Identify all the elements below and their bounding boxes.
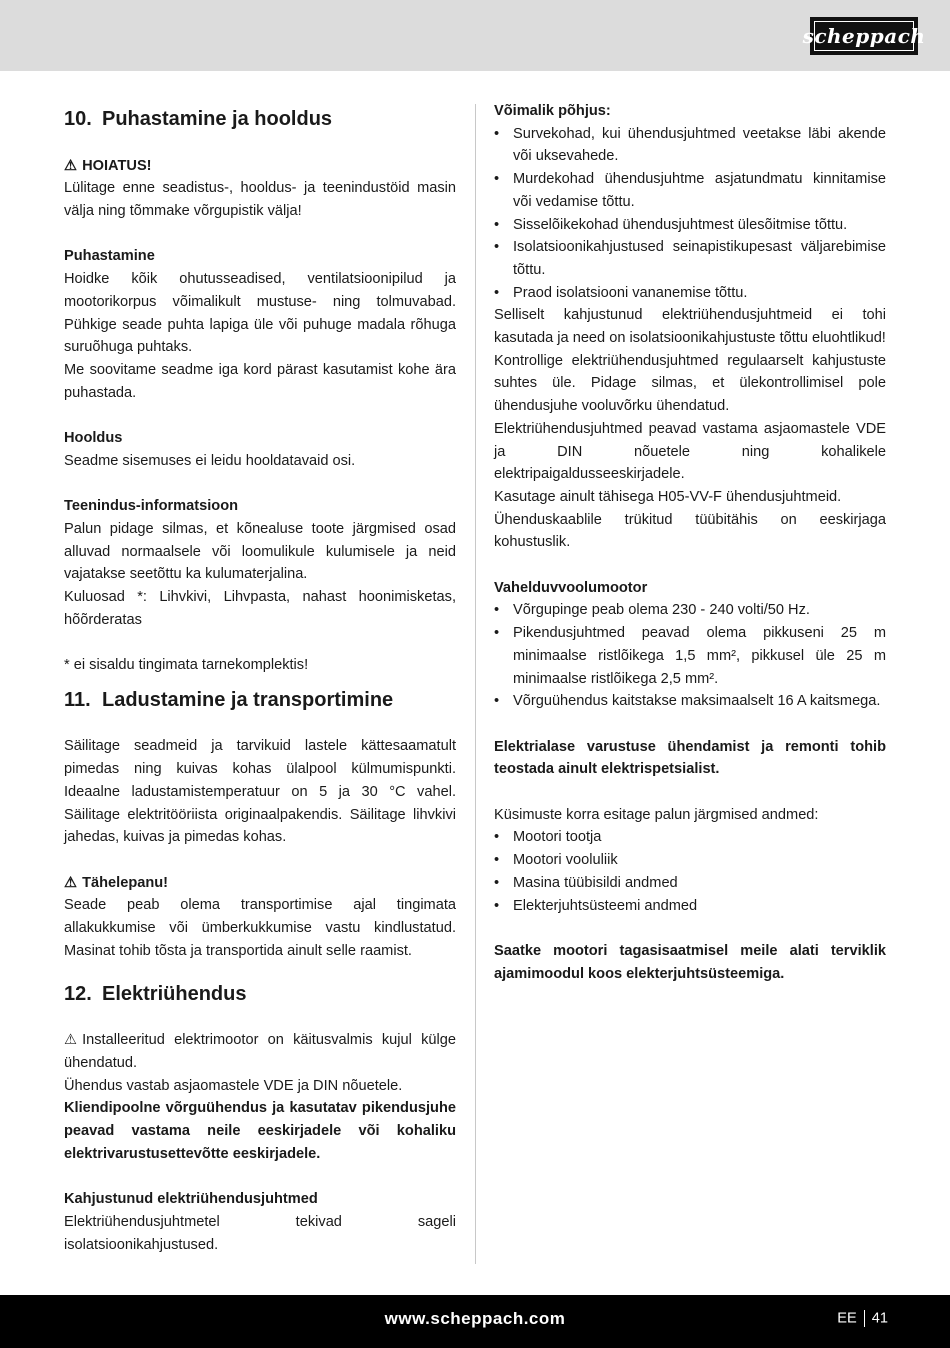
attention-heading — [64, 872, 456, 895]
cleaning-subheading: Puhastamine — [64, 248, 155, 265]
left-column — [64, 100, 456, 1256]
section-number: 12. — [64, 982, 92, 1005]
list-item: • Praod isolatsiooni vananemise tõttu. — [494, 282, 886, 305]
causes-subheading: Võimalik põhjus: — [494, 103, 611, 119]
electric-intro-text: Installeeritud elektrimootor on käitusvalmis kujul külge ühendatud. — [64, 1032, 456, 1071]
attention-title: Tähelepanu! — [82, 874, 169, 891]
list-item: • Mootori vooluliik — [494, 849, 886, 872]
website-link[interactable]: www.scheppach.com — [384, 1309, 566, 1328]
logo-text: scheppach — [814, 21, 914, 51]
ac-motor-list — [494, 599, 886, 713]
service-paragraph: Palun pidage silmas, et kõnealuse toote järgmised osad alluvad normaalsele või loomulikule kulumisele ja neid vajatakse seetõttu ka kulumaterjalina. — [64, 520, 456, 583]
list-item: • Võrgupinge peab olema 230 - 240 volti/50 Hz. — [494, 599, 886, 622]
maintenance-subheading: Hooldus — [64, 430, 123, 447]
questions-intro: Küsimuste korra esitage palun järgmised andmed: — [494, 806, 819, 823]
damaged-cables-text: Elektriühendusjuhtmetel tekivad sageli isolatsioonikahjustused. — [64, 1213, 456, 1253]
standards-paragraph: Elektriühendusjuhtmed peavad vastama asjaomastele VDE ja DIN nõuetele ning kohalikele elektripaigaldusseeskirjadele. — [494, 420, 886, 483]
delivery-note: * ei sisaldu tingimata tarnekomplektis! — [64, 657, 309, 674]
cleaning-paragraph-2: Me soovitame seadme iga kord pärast kasutamist kohe ära puhastada. — [64, 362, 456, 401]
service-subheading: Teenindus-informatsioon — [64, 498, 239, 515]
electric-intro — [64, 1029, 456, 1074]
page-number: 41 — [871, 1310, 888, 1327]
list-item: • Mootori tootja — [494, 826, 886, 849]
warning-title: HOIATUS! — [82, 157, 152, 174]
questions-list — [494, 826, 886, 917]
inspection-paragraph: Kontrollige elektriühendusjuhtmed regulaarselt kahjustuste suhtes üle. Pidage silmas, et ülekontrollimisel pole ühendusjuhe vooluvõrku ühendatud. — [494, 352, 886, 415]
causes-list — [494, 123, 886, 305]
section-title: Ladustamine ja transportimine — [102, 688, 394, 711]
warning-triangle-icon: ⚠ — [64, 157, 78, 174]
danger-paragraph: Selliselt kahjustunud elektriühendusjuhtmeid ei tohi kasutada ja need on isolatsioonikahjustuste tõttu eluohtlikud! — [494, 307, 886, 347]
list-item: • Survekohad, kui ühendusjuhtmed veetakse läbi akende või uksevahede. — [494, 123, 886, 168]
scheppach-logo — [802, 17, 926, 55]
return-notice: Saatke mootori tagasisaatmisel meile alati terviklik ajamimoodul koos elekterjuhtsüsteemiga. — [494, 942, 886, 982]
column-divider — [475, 104, 476, 1264]
language-code: EE — [837, 1310, 857, 1327]
warning-triangle-icon: ⚠ — [64, 874, 78, 891]
marking-paragraph: Ühenduskaablile trükitud tüübitähis on eeskirjaga kohustuslik. — [494, 511, 886, 551]
cleaning-paragraph: Hoidke kõik ohutusseadised, ventilatsioonipilud ja mootorikorpus võimalikult mustuse- ning tolmuvabad. Pühkige seade puhta lapiga üle või puhuge madala rõhuga suruõhuga puhtaks. — [64, 271, 456, 356]
right-column — [494, 100, 886, 985]
maintenance-text: Seadme sisemuses ei leidu hooldatavaid osi. — [64, 452, 356, 469]
section-11-heading — [64, 687, 456, 713]
specialist-notice: Elektrialase varustuse ühendamist ja remonti tohib teostada ainult elektrispetsialist. — [494, 738, 886, 778]
storage-paragraph: Säilitage seadmeid ja tarvikuid lastele kättesaamatult pimedas ning kuivas kohas ülalpool külmumispunkti. Ideaalne ladustamistemperatuur on 5 ja 30 °C vahel. Säilitage elektritööriista originaalpakendis. Säilitage lihvkivi jahedas, kuivas ja pimedas kohas. — [64, 738, 456, 846]
section-12-heading — [64, 981, 456, 1007]
transport-paragraph: Seade peab olema transportimise ajal tingimata allakukkumise või ümberkukkumise vastu kindlustatud. Masinat tohib tõsta ja transportida ainult selle raamist. — [64, 897, 456, 959]
electric-requirements: Kliendipoolne võrguühendus ja kasutatav pikendusjuhe peavad vastama neile eeskirjadele või kohaliku elektrivarustusettevõtte eeskirjadele. — [64, 1100, 456, 1162]
list-item: • Isolatsioonikahjustused seinapistikupesast väljarebimise tõttu. — [494, 236, 886, 281]
list-item: • Pikendusjuhtmed peavad olema pikkuseni 25 m minimaalse ristlõikega 1,5 mm², pikkusel üle 25 m minimaalse ristlõikega 2,5 mm². — [494, 622, 886, 690]
page-indicator — [837, 1310, 888, 1327]
damaged-cables-subheading: Kahjustunud elektriühendusjuhtmed — [64, 1191, 318, 1208]
warning-triangle-icon: ⚠ — [64, 1032, 78, 1049]
list-item: • Elekterjuhtsüsteemi andmed — [494, 895, 886, 918]
electric-standards: Ühendus vastab asjaomastele VDE ja DIN nõuetele. — [64, 1077, 403, 1094]
section-number: 11. — [64, 688, 91, 711]
cable-type-paragraph: Kasutage ainult tähisega H05-VV-F ühendusjuhtmeid. — [494, 488, 842, 505]
warning-heading — [64, 155, 456, 178]
ac-motor-subheading: Vahelduvvoolumootor — [494, 579, 648, 596]
wear-parts-paragraph: Kuluosad *: Lihvkivi, Lihvpasta, nahast hoonimisketas, hõõrderatas — [64, 589, 456, 628]
section-10-heading — [64, 106, 456, 132]
list-item: • Sisselõikekohad ühendusjuhtmest ülesõitmise tõttu. — [494, 214, 886, 237]
warning-text: Lülitage enne seadistus-, hooldus- ja teenindustöid masin välja ning tõmmake võrgupistik välja! — [64, 180, 456, 220]
section-number: 10. — [64, 108, 92, 130]
page-header — [0, 0, 950, 71]
section-title: Puhastamine ja hooldus — [102, 108, 333, 130]
list-item: • Masina tüübisildi andmed — [494, 872, 886, 895]
page-footer — [0, 1295, 950, 1348]
list-item: • Võrguühendus kaitstakse maksimaalselt 16 A kaitsmega. — [494, 690, 886, 713]
list-item: • Murdekohad ühendusjuhtme asjatundmatu kinnitamise või vedamise tõttu. — [494, 168, 886, 213]
section-title: Elektriühendus — [102, 982, 247, 1005]
